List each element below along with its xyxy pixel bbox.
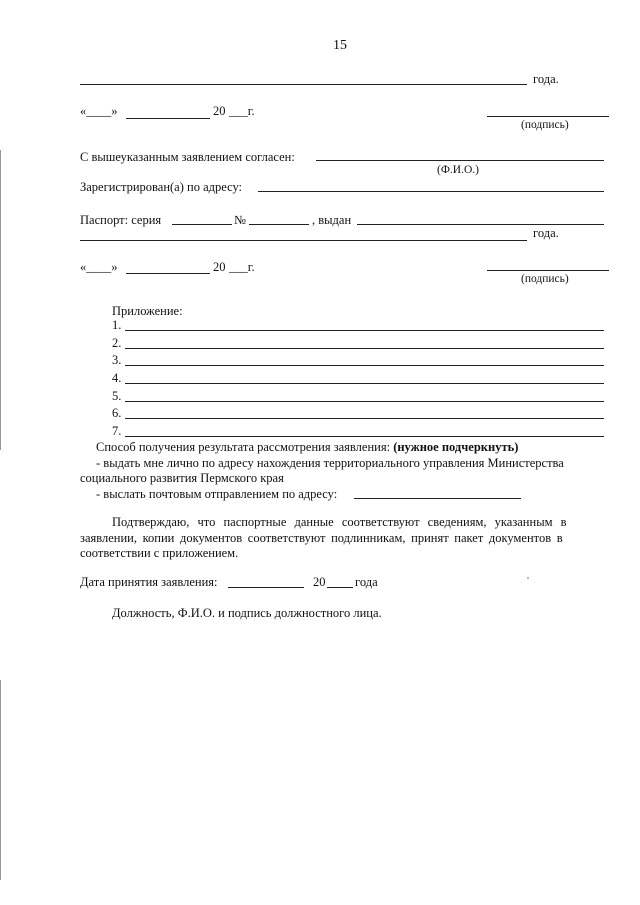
acceptance-date-line — [228, 587, 304, 588]
confirmation-line-3: соответствии с приложением. — [80, 546, 239, 560]
official-label: Должность, Ф.И.О. и подпись должностного лица. — [112, 606, 382, 620]
attachment-number: 3. — [112, 353, 122, 367]
consent-date-year-suffix: ___г. — [229, 260, 255, 274]
attachment-line — [125, 330, 604, 331]
agree-label: С вышеуказанным заявлением согласен: — [80, 150, 295, 164]
consent-signature-caption: (подпись) — [521, 273, 569, 285]
method-emphasis: (нужное подчеркнуть) — [393, 440, 519, 454]
attachment-number: 2. — [112, 336, 122, 350]
attachment-number: 5. — [112, 389, 122, 403]
acceptance-label: Дата принятия заявления: — [80, 575, 218, 589]
acceptance-year-suffix: года — [355, 575, 378, 589]
acceptance-year-line — [327, 587, 353, 588]
top-date-year: 20 — [213, 104, 226, 118]
method-label — [96, 440, 518, 455]
passport-issued-label: , выдан — [312, 213, 352, 227]
attachment-line — [125, 383, 604, 384]
consent-date-month-line — [126, 273, 210, 274]
passport-series-line — [172, 224, 232, 225]
top-date-year-suffix: ___г. — [229, 104, 255, 118]
attachment-line — [125, 348, 604, 349]
passport-number-line — [249, 224, 309, 225]
consent-date-year: 20 — [213, 260, 226, 274]
registered-address-line — [258, 191, 604, 192]
page-number: 15 — [333, 38, 347, 53]
top-date-month-line — [126, 118, 210, 119]
registered-label: Зарегистрирован(а) по адресу: — [80, 180, 243, 194]
fio-caption: (Ф.И.О.) — [437, 164, 479, 176]
attachment-line — [125, 365, 604, 366]
scan-edge-left-lower — [0, 680, 1, 880]
consent-signature-line — [487, 270, 609, 271]
attachment-number: 1. — [112, 318, 122, 332]
attachment-line — [125, 401, 604, 402]
passport-issued-line — [357, 224, 604, 225]
confirmation-line-1: Подтверждаю, что паспортные данные соответствуют сведениям, указанным в — [112, 515, 567, 529]
mail-address-line — [354, 498, 521, 499]
consent-year-suffix: года. — [533, 226, 559, 240]
scan-dot — [527, 577, 529, 579]
top-signature-caption: (подпись) — [521, 119, 569, 131]
consent-date-prefix: «____» — [80, 260, 118, 274]
attachment-line — [125, 436, 604, 437]
passport-number-label: № — [234, 213, 246, 227]
attachment-number: 4. — [112, 371, 122, 385]
issued-continuation-line — [80, 240, 527, 241]
top-blank-line — [80, 84, 527, 85]
method-option-personal: - выдать мне лично по адресу нахождения территориального управления Министерства — [96, 456, 564, 470]
attachment-number: 6. — [112, 406, 122, 420]
method-option-personal-cont: социального развития Пермского края — [80, 471, 284, 485]
attachment-line — [125, 418, 604, 419]
acceptance-year: 20 — [313, 575, 326, 589]
attachment-number: 7. — [112, 424, 122, 438]
method-option-mail: - выслать почтовым отправлением по адресу: — [96, 487, 338, 501]
scan-edge-left — [0, 150, 1, 450]
method-label-text: Способ получения результата рассмотрения заявления: — [96, 440, 391, 454]
agree-fio-line — [316, 160, 604, 161]
top-year-suffix: года. — [533, 72, 559, 86]
attachments-heading: Приложение: — [112, 304, 183, 318]
top-date-prefix: «____» — [80, 104, 118, 118]
top-signature-line — [487, 116, 609, 117]
confirmation-line-2: заявлении, копии документов соответствуют подлинникам, принят пакет документов в — [80, 531, 563, 545]
passport-series-label: Паспорт: серия — [80, 213, 162, 227]
